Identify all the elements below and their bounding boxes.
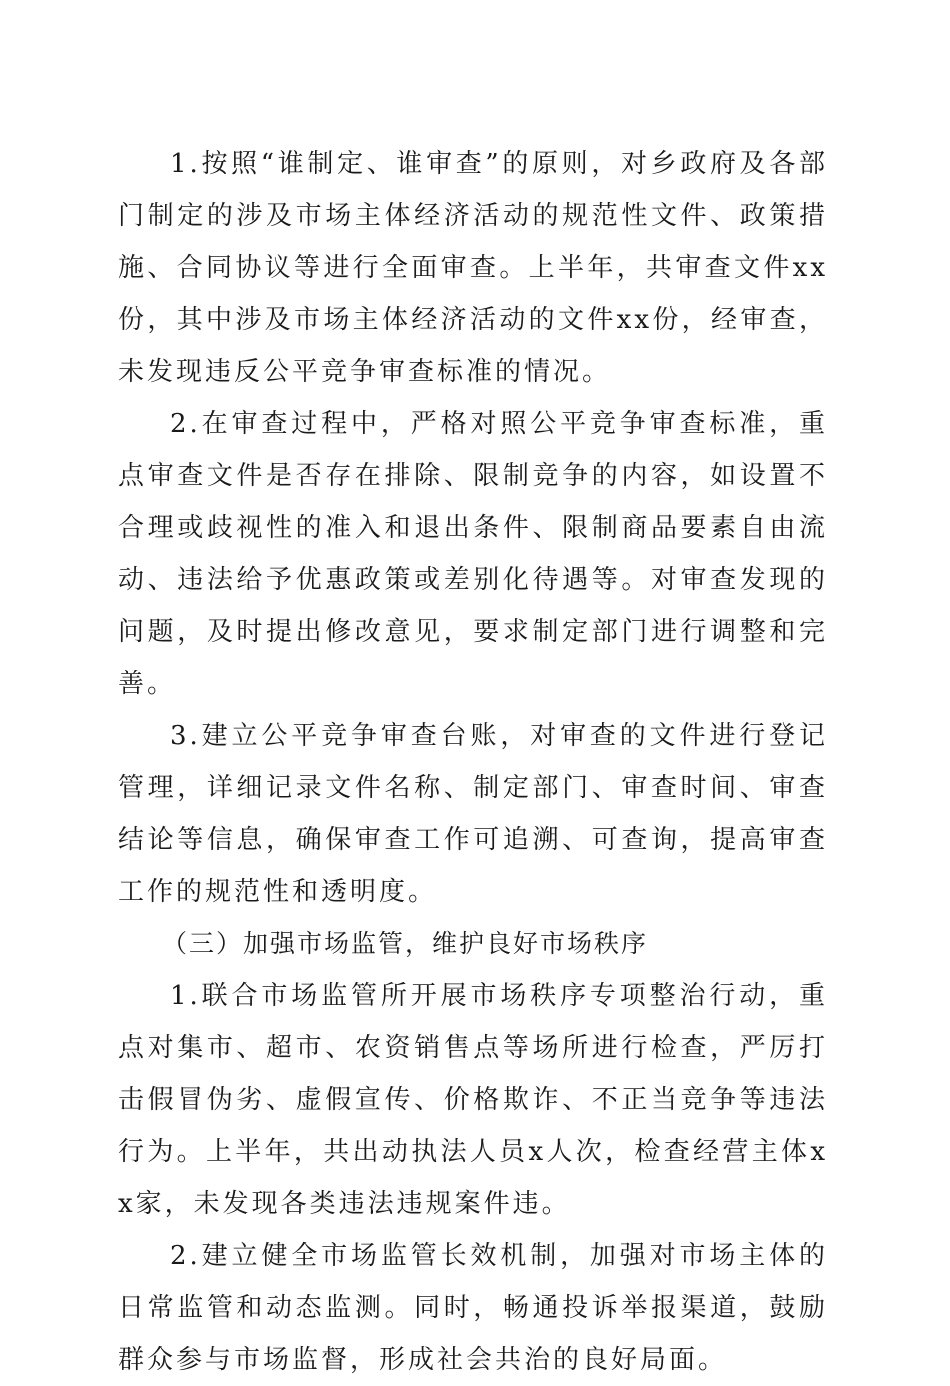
paragraph-long-term-mechanism: 2.建立健全市场监管长效机制，加强对市场主体的日常监管和动态监测。同时，畅通投诉举报渠道，鼓励群众参与市场监督，形成社会共治的良好局面。 bbox=[118, 1241, 828, 1375]
paragraph-review-process: 2.在审查过程中，严格对照公平竞争审查标准，重点审查文件是否存在排除、限制竞争的内容，如设置不合理或歧视性的准入和退出条件、限制商品要素自由流动、违法给予优惠政策或差别化待遇等。对审查发现的问题，及时提出修改意见，要求制定部门进行调整和完善。 bbox=[118, 409, 828, 699]
paragraph-review-ledger: 3.建立公平竞争审查台账，对审查的文件进行登记管理，详细记录文件名称、制定部门、审查时间、审查结论等信息，确保审查工作可追溯、可查询，提高审查工作的规范性和透明度。 bbox=[118, 721, 828, 907]
section-heading-market-supervision: （三）加强市场监管，维护良好市场秩序 bbox=[162, 929, 649, 958]
document-body bbox=[118, 138, 828, 1386]
paragraph-review-principle: 1.按照“谁制定、谁审查”的原则，对乡政府及各部门制定的涉及市场主体经济活动的规范性文件、政策措施、合同协议等进行全面审查。上半年，共审查文件xx份，其中涉及市场主体经济活动的文件xx份，经审查，未发现违反公平竞争审查标准的情况。 bbox=[118, 149, 828, 387]
paragraph-special-rectification: 1.联合市场监管所开展市场秩序专项整治行动，重点对集市、超市、农资销售点等场所进行检查，严厉打击假冒伪劣、虚假宣传、价格欺诈、不正当竞争等违法行为。上半年，共出动执法人员x人次，检查经营主体xx家，未发现各类违法违规案件违。 bbox=[118, 981, 828, 1219]
